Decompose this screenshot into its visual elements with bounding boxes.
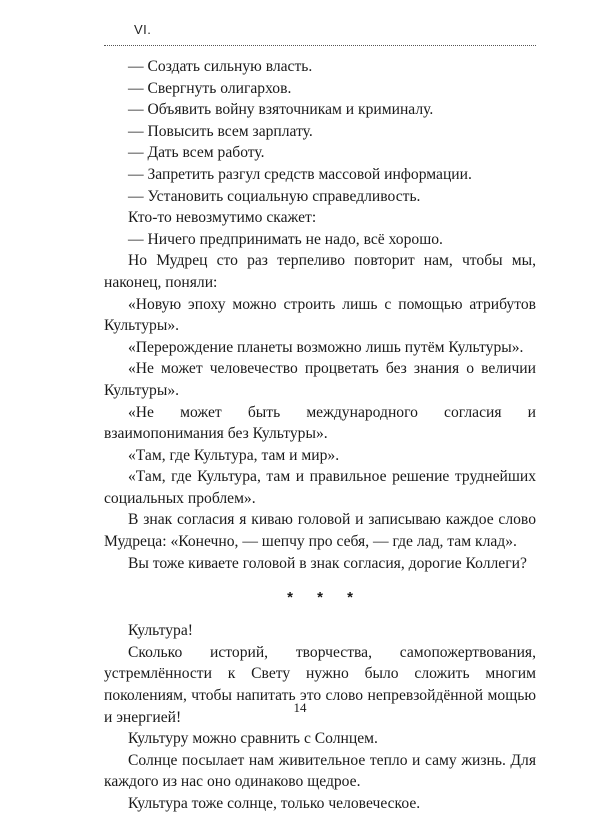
- list-item: — Свергнуть олигархов.: [128, 79, 292, 97]
- running-header: VI.: [134, 22, 152, 37]
- page-number: 14: [293, 700, 307, 715]
- header-divider: [104, 45, 536, 46]
- paragraph: Культура тоже солнце, только человеческое.: [128, 795, 421, 812]
- paragraph: Вы тоже киваете головой в знак согласия, дорогие Коллеги?: [128, 554, 527, 572]
- list-item: — Запретить разгул средств массовой информации.: [128, 165, 472, 183]
- list-item: — Создать сильную власть.: [128, 58, 313, 75]
- quote: «Не может человечество процветать без знания о величии Культуры».: [104, 360, 536, 399]
- paragraph: Солнце посылает нам живительное тепло и саму жизнь. Для каждого из нас оно одинаково щедрое.: [104, 751, 536, 791]
- list-item: — Повысить всем зарплату.: [128, 122, 313, 140]
- quote: «Не может быть международного согласия и взаимопонимания без Культуры».: [104, 403, 536, 443]
- quote: «Там, где Культура, там и мир».: [128, 446, 340, 464]
- list-item: — Установить социальную справедливость.: [128, 187, 421, 205]
- quote: «Перерождение планеты возможно лишь путём Культуры».: [128, 338, 524, 356]
- paragraph: — Ничего предпринимать не надо, всё хорошо.: [128, 230, 443, 248]
- paragraph: Но Мудрец сто раз терпеливо повторит нам, чтобы мы, наконец, поняли:: [104, 252, 536, 291]
- section-separator: * * *: [287, 589, 363, 607]
- paragraph: Культуру можно сравнить с Солнцем.: [128, 730, 378, 748]
- paragraph: В знак согласия я киваю головой и записываю каждое слово Мудреца: «Конечно, — шепчу про себя, — где лад, там клад».: [104, 511, 536, 551]
- list-item: — Дать всем работу.: [128, 144, 265, 162]
- paragraph: Сколько историй, творчества, самопожертвования, устремлённости к Свету нужно было сложить многим поколениям, чтобы напитать это слово непревзойдённой мощью и энергией!: [104, 643, 536, 726]
- quote: «Там, где Культура, там и правильное решение труднейших социальных проблем».: [104, 468, 536, 507]
- quote: «Новую эпоху можно строить лишь с помощью атрибутов Культуры».: [104, 295, 536, 335]
- paragraph: Культура!: [128, 622, 193, 640]
- list-item: — Объявить войну взяточникам и криминалу.: [128, 101, 434, 119]
- paragraph: Кто-то невозмутимо скажет:: [128, 209, 317, 227]
